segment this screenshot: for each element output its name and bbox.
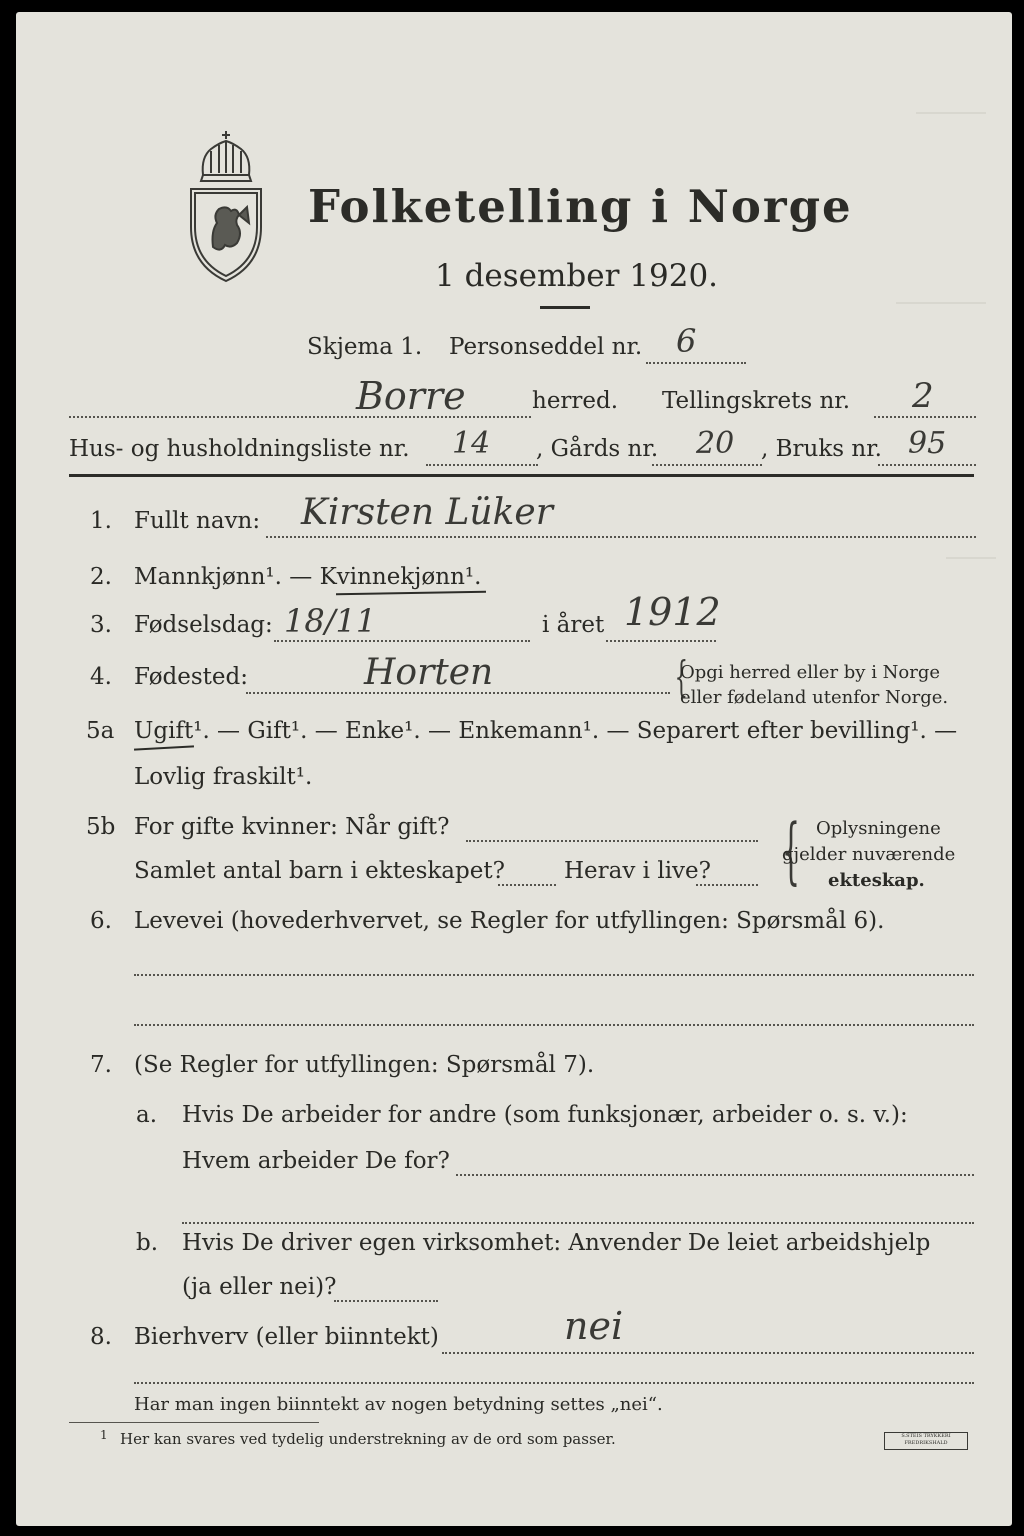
personseddel-line [646,362,746,364]
q2-number: 2. [90,564,112,590]
q2-text: Mannkjønn¹. — Kvinnekjønn¹. [134,564,482,590]
personseddel-value: 6 [676,322,697,360]
q6-line2 [134,1024,974,1026]
q5a-line2: Lovlig fraskilt¹. [134,764,313,790]
q8-line [442,1352,974,1354]
q4-value: Horten [364,652,494,693]
hus-label: Hus- og husholdningsliste nr. [69,436,410,462]
q3-year-value: 1912 [624,590,721,634]
q5b-note-line3: ekteskap. [828,870,925,891]
q6-text: Levevei (hovederhvervet, se Regler for utfyllingen: Spørsmål 6). [134,908,885,934]
section-divider [69,474,974,477]
q1-line [266,536,976,538]
q5b-note-line2: gjelder nuværende [782,844,956,865]
q7b-line1: Hvis De driver egen virksomhet: Anvender De leiet arbeidshjelp [182,1230,931,1256]
footnote-divider [69,1422,319,1423]
q5a-number: 5a [86,718,115,744]
q8-value: nei [564,1304,624,1348]
biinntekt-note: Har man ingen biinntekt av nogen betydning settes „nei“. [134,1394,663,1415]
printer-stamp-text: S.STEIS TRYKKERI FREDRIKSHALD [901,1433,951,1446]
q7a-line2: Hvem arbeider De for? [182,1148,450,1174]
q8-label: Bierhverv (eller biinntekt) [134,1324,439,1350]
hus-value: 14 [452,426,491,461]
q3-label: Fødselsdag: [134,612,273,638]
q8-extra-line [134,1382,974,1384]
q6-line1 [134,974,974,976]
form-title: Folketelling i Norge [308,180,853,233]
q5b-line1: For gifte kvinner: Når gift? [134,814,450,840]
q8-number: 8. [90,1324,112,1350]
q5b-line2b: Herav i live? [564,858,711,884]
coat-of-arms-icon [181,127,271,287]
q2-underline [336,591,486,596]
q3-value: 18/11 [284,602,377,640]
q4-number: 4. [90,664,112,690]
tellingskrets-value: 2 [912,376,934,416]
gards-line [652,464,762,466]
bruks-line [878,464,976,466]
personseddel-label: Personseddel nr. [449,334,643,360]
gards-label: , Gårds nr. [536,436,659,462]
tellingskrets-line [874,416,976,418]
q6-number: 6. [90,908,112,934]
q3-number: 3. [90,612,112,638]
q7b-number: b. [136,1230,159,1256]
q7a-line1: Hvis De arbeider for andre (som funksjonær, arbeider o. s. v.): [182,1102,908,1128]
q5b-note-line1: Oplysningene [816,818,941,839]
q7a-line [456,1174,974,1176]
tellingskrets-label: Tellingskrets nr. [662,388,851,414]
q5b-barn-line [498,884,556,886]
q7a-number: a. [136,1102,158,1128]
census-date: 1 desember 1920. [435,258,719,294]
q4-note-line1: Opgi herred eller by i Norge [680,662,941,683]
q1-label: Fullt navn: [134,508,261,534]
q3-line [274,640,530,642]
q7b-line2: (ja eller nei)? [182,1274,337,1300]
printer-stamp [884,1432,968,1450]
q4-label: Fødested: [134,664,249,690]
census-form [16,12,1012,1526]
q7-text: (Se Regler for utfyllingen: Spørsmål 7). [134,1052,595,1078]
q7a-line-extra [182,1222,974,1224]
q1-number: 1. [90,508,112,534]
q7b-line [334,1300,438,1302]
q4-note-line2: eller fødeland utenfor Norge. [680,687,949,708]
skjema-label: Skjema 1. [307,334,423,360]
hus-line [426,464,538,466]
q5b-gift-line [466,840,758,842]
q5b-live-line [696,884,758,886]
gards-value: 20 [696,426,735,461]
q4-brace: { [674,652,689,701]
herred-value: Borre [356,374,466,418]
q3-year-label: i året [542,612,605,638]
q1-value: Kirsten Lüker [301,492,553,533]
footnote-text: Her kan svares ved tydelig understrekning av de ord som passer. [120,1430,616,1448]
herred-label: herred. [532,388,619,414]
header-divider [540,306,590,309]
q5b-line2a: Samlet antal barn i ekteskapet? [134,858,505,884]
bruks-label: , Bruks nr. [761,436,882,462]
q5a-underline [134,745,194,750]
q5b-brace: { [781,808,801,892]
q5b-number: 5b [86,814,116,840]
bruks-value: 95 [908,426,947,461]
q3-year-line [606,640,716,642]
q5a-line1: Ugift¹. — Gift¹. — Enke¹. — Enkemann¹. — Separert efter bevilling¹. — [134,718,958,744]
q7-number: 7. [90,1052,112,1078]
footnote-mark: 1 [100,1428,108,1442]
